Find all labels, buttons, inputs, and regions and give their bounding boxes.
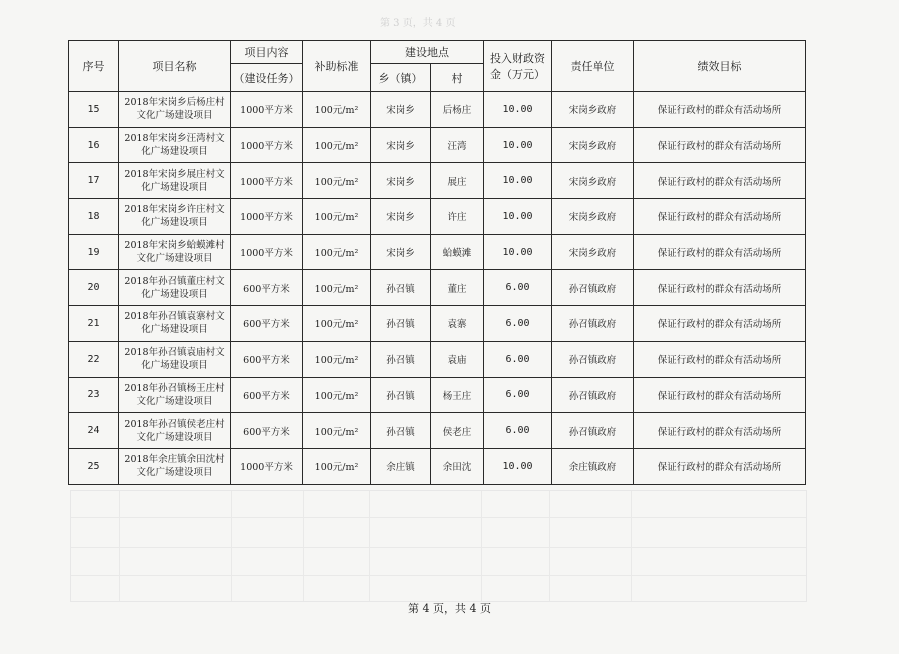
table-row [69, 306, 806, 342]
cell-town: 宋岗乡 [371, 127, 431, 163]
cell-investment: 6.00 [484, 306, 552, 342]
header-investment: 投入财政资金（万元） [484, 41, 552, 92]
table-row [69, 92, 806, 128]
cell-goal: 保证行政村的群众有活动场所 [634, 448, 806, 484]
table-row [69, 199, 806, 235]
header-responsible-unit: 责任单位 [552, 41, 634, 92]
cell-town: 余庄镇 [371, 448, 431, 484]
cell-goal: 保证行政村的群众有活动场所 [634, 413, 806, 449]
cell-content: 600平方米 [231, 413, 303, 449]
cell-content: 1000平方米 [231, 234, 303, 270]
cell-village: 后杨庄 [431, 92, 484, 128]
cell-village: 侯老庄 [431, 413, 484, 449]
cell-seq: 22 [69, 341, 119, 377]
cell-investment: 10.00 [484, 163, 552, 199]
cell-investment: 10.00 [484, 199, 552, 235]
cell-unit: 孙召镇政府 [552, 306, 634, 342]
cell-investment: 6.00 [484, 377, 552, 413]
table-row [69, 448, 806, 484]
cell-content: 600平方米 [231, 306, 303, 342]
cell-village: 袁庙 [431, 341, 484, 377]
cell-seq: 17 [69, 163, 119, 199]
project-table [68, 40, 806, 485]
cell-goal: 保证行政村的群众有活动场所 [634, 92, 806, 128]
header-village: 村 [431, 64, 484, 92]
cell-village: 汪湾 [431, 127, 484, 163]
cell-content: 600平方米 [231, 377, 303, 413]
table-row [69, 270, 806, 306]
cell-village: 袁寨 [431, 306, 484, 342]
cell-town: 宋岗乡 [371, 92, 431, 128]
cell-project-name: 2018年宋岗乡展庄村文化广场建设项目 [119, 163, 231, 199]
cell-town: 孙召镇 [371, 306, 431, 342]
table-body [69, 92, 806, 485]
cell-content: 600平方米 [231, 341, 303, 377]
cell-content: 1000平方米 [231, 199, 303, 235]
bleed-through-page-header: 第 3 页，共 4 页 [380, 18, 456, 29]
cell-investment: 10.00 [484, 234, 552, 270]
cell-subsidy: 100元/m² [303, 270, 371, 306]
cell-goal: 保证行政村的群众有活动场所 [634, 341, 806, 377]
cell-subsidy: 100元/m² [303, 199, 371, 235]
cell-subsidy: 100元/m² [303, 127, 371, 163]
page-footer: 第 4 页，共 4 页 [408, 602, 491, 615]
table-row [69, 413, 806, 449]
cell-village: 董庄 [431, 270, 484, 306]
header-performance-goal: 绩效目标 [634, 41, 806, 92]
cell-town: 孙召镇 [371, 377, 431, 413]
cell-village: 展庄 [431, 163, 484, 199]
cell-unit: 宋岗乡政府 [552, 163, 634, 199]
cell-seq: 19 [69, 234, 119, 270]
cell-village: 蛤蟆滩 [431, 234, 484, 270]
cell-town: 孙召镇 [371, 413, 431, 449]
table-row [69, 163, 806, 199]
cell-project-name: 2018年宋岗乡许庄村文化广场建设项目 [119, 199, 231, 235]
cell-town: 孙召镇 [371, 270, 431, 306]
header-location: 建设地点 [371, 41, 484, 64]
cell-project-name: 2018年孙召镇袁庙村文化广场建设项目 [119, 341, 231, 377]
cell-project-name: 2018年宋岗乡汪湾村文化广场建设项目 [119, 127, 231, 163]
cell-investment: 10.00 [484, 92, 552, 128]
cell-unit: 孙召镇政府 [552, 413, 634, 449]
cell-project-name: 2018年孙召镇袁寨村文化广场建设项目 [119, 306, 231, 342]
table-row [69, 341, 806, 377]
cell-content: 1000平方米 [231, 163, 303, 199]
cell-investment: 6.00 [484, 270, 552, 306]
cell-goal: 保证行政村的群众有活动场所 [634, 127, 806, 163]
cell-goal: 保证行政村的群众有活动场所 [634, 199, 806, 235]
header-project-content: 项目内容 [231, 41, 303, 64]
cell-investment: 6.00 [484, 413, 552, 449]
cell-unit: 宋岗乡政府 [552, 92, 634, 128]
cell-project-name: 2018年孙召镇董庄村文化广场建设项目 [119, 270, 231, 306]
cell-investment: 10.00 [484, 448, 552, 484]
cell-seq: 25 [69, 448, 119, 484]
cell-content: 1000平方米 [231, 448, 303, 484]
header-project-name: 项目名称 [119, 41, 231, 92]
cell-town: 宋岗乡 [371, 199, 431, 235]
cell-goal: 保证行政村的群众有活动场所 [634, 270, 806, 306]
cell-town: 孙召镇 [371, 341, 431, 377]
cell-subsidy: 100元/m² [303, 234, 371, 270]
cell-seq: 18 [69, 199, 119, 235]
cell-seq: 16 [69, 127, 119, 163]
cell-goal: 保证行政村的群众有活动场所 [634, 306, 806, 342]
header-subsidy-standard: 补助标准 [303, 41, 371, 92]
cell-seq: 23 [69, 377, 119, 413]
cell-unit: 孙召镇政府 [552, 377, 634, 413]
cell-project-name: 2018年孙召镇侯老庄村文化广场建设项目 [119, 413, 231, 449]
cell-project-name: 2018年孙召镇杨王庄村文化广场建设项目 [119, 377, 231, 413]
cell-content: 600平方米 [231, 270, 303, 306]
cell-project-name: 2018年宋岗乡后杨庄村文化广场建设项目 [119, 92, 231, 128]
cell-unit: 宋岗乡政府 [552, 199, 634, 235]
cell-village: 杨王庄 [431, 377, 484, 413]
table-row [69, 127, 806, 163]
cell-unit: 宋岗乡政府 [552, 234, 634, 270]
cell-town: 宋岗乡 [371, 163, 431, 199]
cell-unit: 孙召镇政府 [552, 270, 634, 306]
cell-subsidy: 100元/m² [303, 448, 371, 484]
cell-subsidy: 100元/m² [303, 377, 371, 413]
cell-subsidy: 100元/m² [303, 163, 371, 199]
header-construction-task: （建设任务） [231, 64, 303, 92]
header-seq: 序号 [69, 41, 119, 92]
cell-unit: 宋岗乡政府 [552, 127, 634, 163]
cell-village: 许庄 [431, 199, 484, 235]
cell-subsidy: 100元/m² [303, 92, 371, 128]
cell-village: 余田沈 [431, 448, 484, 484]
cell-subsidy: 100元/m² [303, 341, 371, 377]
cell-subsidy: 100元/m² [303, 306, 371, 342]
cell-content: 1000平方米 [231, 127, 303, 163]
header-town: 乡（镇） [371, 64, 431, 92]
cell-goal: 保证行政村的群众有活动场所 [634, 377, 806, 413]
cell-subsidy: 100元/m² [303, 413, 371, 449]
cell-unit: 孙召镇政府 [552, 341, 634, 377]
table-row [69, 377, 806, 413]
cell-seq: 20 [69, 270, 119, 306]
table-row [69, 234, 806, 270]
bleed-through-table [70, 490, 807, 602]
cell-seq: 15 [69, 92, 119, 128]
cell-project-name: 2018年宋岗乡蛤蟆滩村文化广场建设项目 [119, 234, 231, 270]
cell-unit: 余庄镇政府 [552, 448, 634, 484]
cell-seq: 21 [69, 306, 119, 342]
cell-project-name: 2018年余庄镇余田沈村文化广场建设项目 [119, 448, 231, 484]
cell-investment: 10.00 [484, 127, 552, 163]
cell-goal: 保证行政村的群众有活动场所 [634, 234, 806, 270]
cell-seq: 24 [69, 413, 119, 449]
cell-content: 1000平方米 [231, 92, 303, 128]
cell-investment: 6.00 [484, 341, 552, 377]
cell-goal: 保证行政村的群众有活动场所 [634, 163, 806, 199]
cell-town: 宋岗乡 [371, 234, 431, 270]
